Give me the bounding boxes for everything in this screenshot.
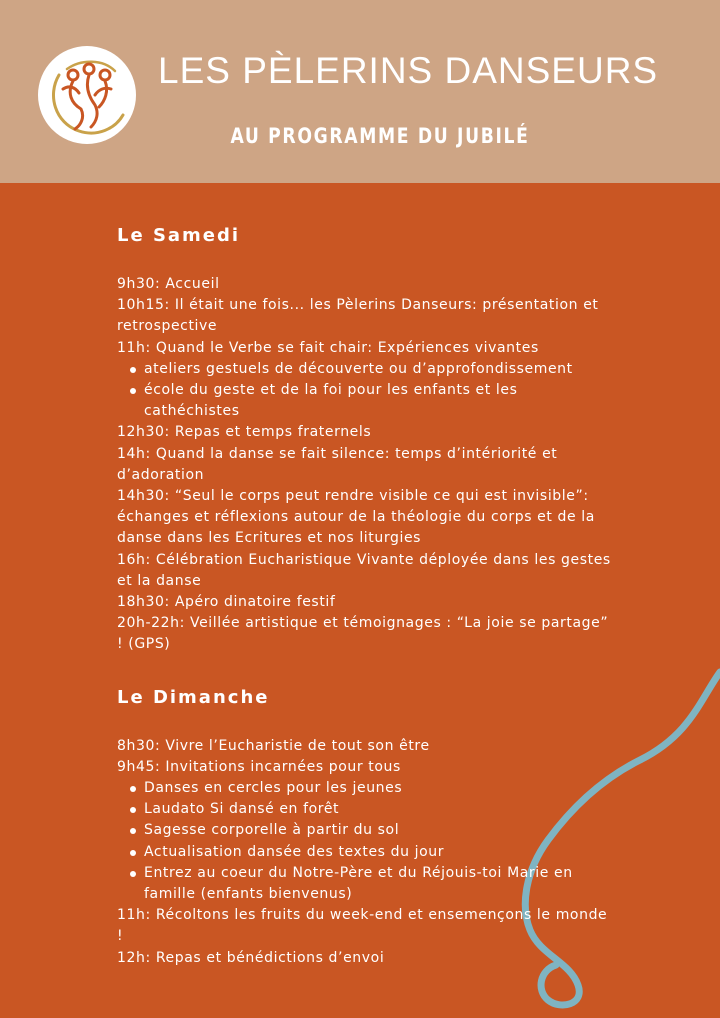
program-subitem-list — [127, 778, 617, 905]
program-item — [117, 550, 617, 592]
program-item — [117, 486, 617, 550]
program-item — [117, 295, 617, 337]
program-subitem: ateliers gestuels de découverte ou d’approfondissement — [127, 359, 617, 380]
saturday-program-list — [117, 274, 617, 656]
program-subitem: Laudato Si dansé en forêt — [127, 799, 617, 820]
sunday-program-list — [117, 736, 617, 969]
saturday-section — [117, 222, 617, 656]
program-item — [117, 422, 617, 443]
program-item — [117, 274, 617, 295]
dancers-circle-logo-icon — [37, 45, 137, 145]
saturday-heading: Le Samedi — [117, 225, 241, 246]
program-subitem-list — [127, 359, 617, 423]
program-item — [117, 905, 617, 947]
program-subitem: Actualisation dansée des textes du jour — [127, 842, 617, 863]
program-content — [117, 222, 617, 969]
program-item-text: 11h: Récoltons les fruits du week-end et ensemençons le monde ! — [117, 907, 608, 945]
program-item-text: 12h30: Repas et temps fraternels — [117, 424, 372, 441]
page-subtitle: AU PROGRAMME DU JUBILÉ — [230, 124, 530, 148]
program-subitem: Entrez au coeur du Notre-Père et du Réjouis-toi Marie en famille (enfants bienvenus) — [127, 863, 617, 905]
program-item-text: 12h: Repas et bénédictions d’envoi — [117, 949, 385, 966]
program-subitem: Sagesse corporelle à partir du sol — [127, 820, 617, 841]
program-item-text: 14h30: “Seul le corps peut rendre visible ce qui est invisible”: échanges et réflexions autour de la théologie du corps et de la danse dans les Ecritures et nos liturgies — [117, 488, 595, 547]
sunday-section — [117, 684, 617, 969]
program-item-text: 10h15: Il était une fois... les Pèlerins Danseurs: présentation et retrospective — [117, 297, 599, 335]
program-item-text: 16h: Célébration Eucharistique Vivante déployée dans les gestes et la danse — [117, 551, 611, 589]
program-item-text: 11h: Quand le Verbe se fait chair: Expériences vivantes — [117, 339, 539, 356]
program-subitem: Danses en cercles pour les jeunes — [127, 778, 617, 799]
program-item-text: 14h: Quand la danse se fait silence: temps d’intériorité et d’adoration — [117, 445, 558, 483]
program-item-text: 20h-22h: Veillée artistique et témoignages : “La joie se partage” ! (GPS) — [117, 615, 609, 653]
sunday-heading: Le Dimanche — [117, 686, 270, 708]
brand-title: LES PÈLERINS DANSEURS — [158, 50, 659, 91]
program-item — [117, 736, 617, 757]
program-item — [117, 613, 617, 655]
program-item-text: 9h30: Accueil — [117, 276, 220, 292]
program-item — [117, 444, 617, 486]
program-subitem: école du geste et de la foi pour les enfants et les cathéchistes — [127, 380, 617, 422]
program-item-text: 18h30: Apéro dinatoire festif — [117, 594, 336, 611]
program-item-text: 8h30: Vivre l’Eucharistie de tout son être — [117, 737, 430, 754]
header-banner — [0, 0, 720, 183]
program-item — [117, 592, 617, 613]
program-item — [117, 757, 617, 905]
program-item — [117, 338, 617, 423]
program-item-text: 9h45: Invitations incarnées pour tous — [117, 758, 401, 775]
program-item — [117, 948, 617, 969]
